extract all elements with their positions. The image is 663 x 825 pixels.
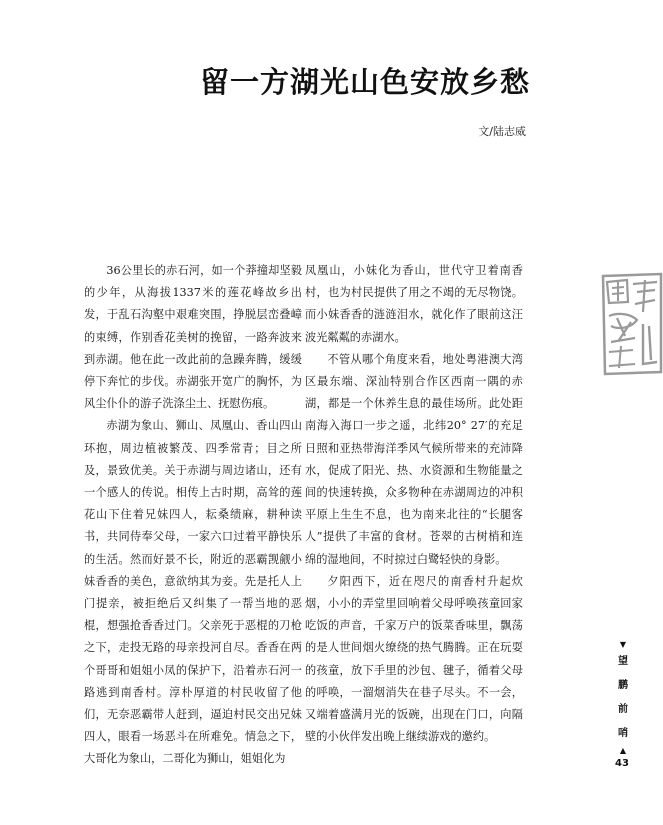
article-title: 留一方湖光山色安放乡愁: [199, 65, 530, 99]
article-column-right: [305, 260, 523, 748]
paragraph: 凤凰山，小妹化为香山，世代守卫着南香村，也为村民提供了用之不竭的无尽物饶。而小妹香香的涟涟泪水，就化作了眼前这汪波光粼粼的赤湖水。: [305, 264, 523, 344]
magazine-side-nav: [613, 640, 633, 756]
sidenav-char: 鹏: [618, 680, 628, 691]
article-column-left: [84, 260, 302, 771]
paragraph: 36公里长的赤石河，如一个莽撞却坚毅的少年，从海拔1337米的莲花峰故乡出发，于乱石沟壑中艰难突围，挣脱层峦叠嶂的束缚，作别香花美树的挽留，一路奔波来到赤湖。他在此一改此前的急躁奔腾，缓缓停下奔忙的步伐。赤湖张开宽广的胸怀，为风尘仆仆的游子洗涤尘土、抚慰伤痕。: [84, 264, 302, 411]
sidenav-char: 望: [618, 656, 628, 667]
sidenav-char: 哨: [618, 728, 628, 739]
page-number: 43: [615, 758, 629, 769]
paragraph: 不管从哪个角度来看，地处粤港澳大湾区最东端、深汕特别合作区西南一隅的赤湖，都是一个休养生息的最佳场所。此处距南海入海口一步之遥，北纬20° 27′的充足日照和亚热带海洋季风气候所带来的充沛降水，促成了阳光、热、水资源和生物能量之间的快速转换，众多物种在赤湖周边的冲积平原上生生不息，也为南来北往的“长腿客人”提供了丰富的食材。苍翠的古树梢和连绵的湿地间，不时掠过白鹭轻快的身影。: [305, 352, 523, 566]
sidenav-char: 前: [618, 704, 628, 715]
paragraph: 赤湖为象山、狮山、凤凰山、香山四山环抱，周边植被繁茂、四季常青；目之所及，景致优美。关于赤湖与周边诸山，还有一个感人的传说。相传上古时期，高耸的莲花山下住着兄妹四人，耘桑绩麻，耕种读书，共同侍奉父母，一家六口过着平静快乐的生活。然而好景不长，附近的恶霸觊觎小妹香香的美色，意欲纳其为妾。先是托人上门提亲，被拒绝后又纠集了一帮当地的恶棍，想强抢香香过门。父亲死于恶棍的刀枪之下，走投无路的母亲投河自尽。香香在两个哥哥和姐姐小凤的保护下，沿着赤石河一路逃到南香村。淳朴厚道的村民收留了他们，无奈恶霸带人赶到，逼迫村民交出兄妹四人，眼看一场恶斗在所难免。情急之下，大哥化为象山，二哥化为狮山，姐姐化为: [84, 419, 302, 766]
arrow-down-icon: ▼: [619, 640, 627, 649]
paragraph: 夕阳西下，近在咫尺的南香村升起炊烟，小小的弄堂里回响着父母呼唤孩童回家吃饭的声音，千家万户的饭菜香味里，飘荡的是人世间烟火缭绕的热气腾腾。正在玩耍的孩童，放下手里的沙包、毽子，循着父母的呼唤，一溜烟消失在巷子尽头。不一会，又端着盛满月光的饭碗，出现在门口，向隔壁的小伙伴发出晚上继续游戏的邀约。: [305, 574, 523, 744]
article-author: 文/陆志威: [478, 125, 526, 138]
arrow-up-icon: ▲: [619, 746, 627, 755]
decorative-seal-stamp: [597, 268, 663, 378]
